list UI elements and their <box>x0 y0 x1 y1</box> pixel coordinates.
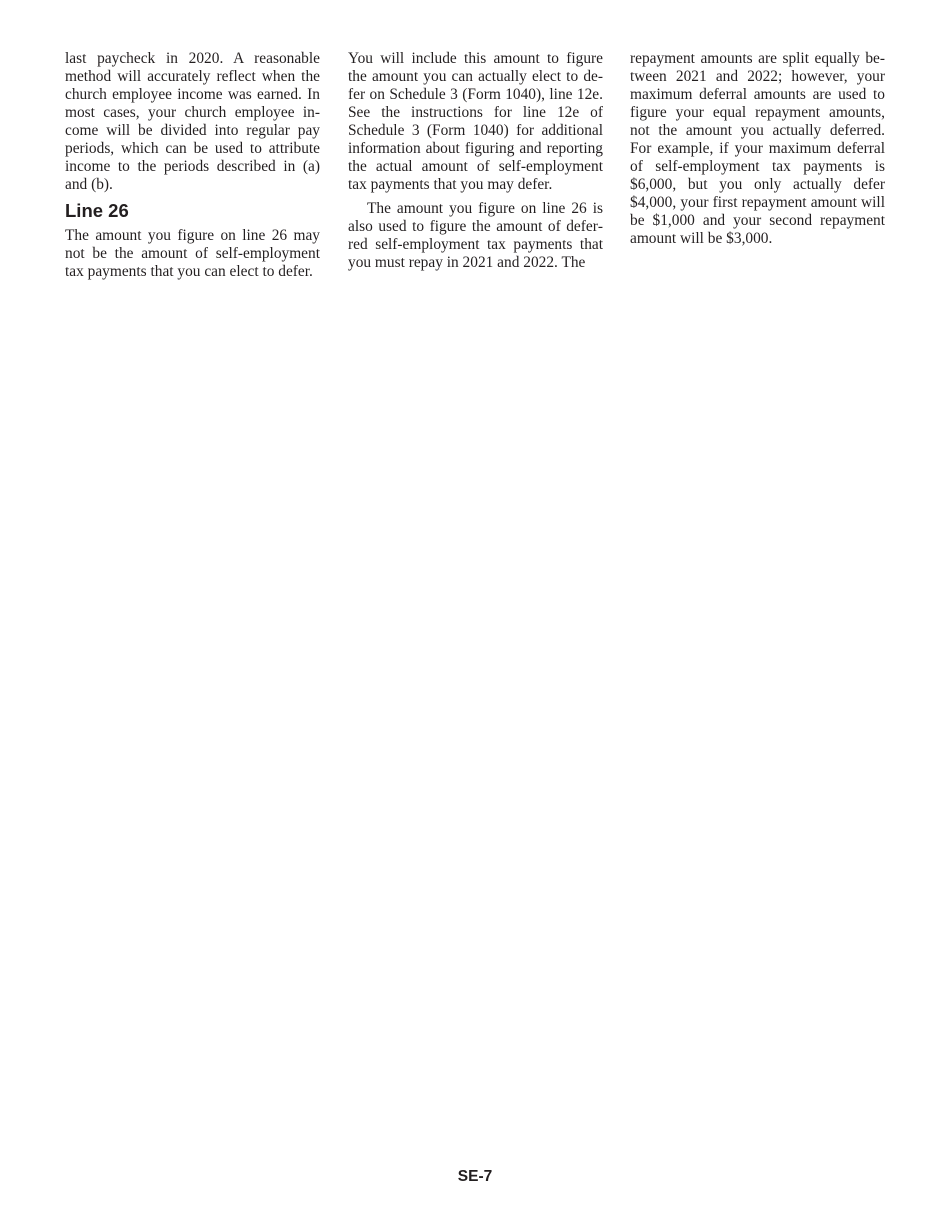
text-column-2 <box>348 50 603 272</box>
text-column-1 <box>65 50 320 281</box>
paragraph: You will include this amount to figure the amount you can actually elect to defer on Schedule 3 (Form 1040), line 12e. See the instructions for line 12e of Schedule 3 (Form 1040) for additional information about figuring and reporting the actual amount of self-employment tax payments that you may defer. <box>348 50 603 193</box>
paragraph: last paycheck in 2020. A reasonable method will accurately reflect when the church employee income was earned. In most cases, your church employee income will be divided into regular pay periods, which can be used to attribute income to the periods described in (a) and (b). <box>65 50 320 193</box>
text-column-3 <box>630 50 885 248</box>
paragraph: The amount you figure on line 26 may not be the amount of self-employment tax payments that you can elect to defer. <box>65 227 320 280</box>
paragraph: The amount you figure on line 26 is also used to figure the amount of deferred self-employment tax payments that you must repay in 2021 and 2022. The <box>348 200 603 271</box>
section-heading: Line 26 <box>65 200 129 221</box>
paragraph: repayment amounts are split equally between 2021 and 2022; however, your maximum deferral amounts are used to figure your equal repayment amounts, not the amount you actually deferred. For example, if your maximum deferral of self-employment tax payments is $6,000, but you only actually defer $4,000, your first repayment amount will be $1,000 and your second repayment amount will be $3,000. <box>630 50 885 247</box>
page-number: SE-7 <box>457 1168 493 1185</box>
